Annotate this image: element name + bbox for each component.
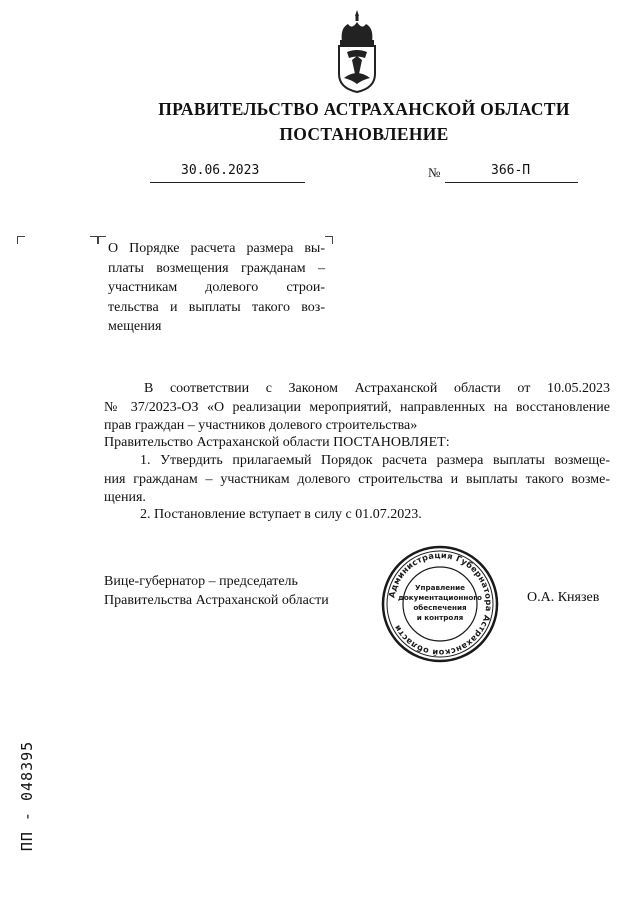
document-number: 366-П	[491, 163, 531, 178]
subject-line: О Порядке расчета размера вы-	[108, 241, 325, 256]
subject-line: участникам долевого строи-	[108, 280, 325, 295]
document-type: ПОСТАНОВЛЕНИЕ	[279, 124, 449, 144]
document-subject	[108, 239, 325, 337]
corner-mark	[90, 236, 98, 244]
signatory-name: О.А. Князев	[527, 590, 600, 605]
item-1-line: щения.	[104, 490, 146, 505]
document-date: 30.06.2023	[181, 163, 260, 178]
preamble-line: В соответствии с Законом Астраханской области от 10.05.2023	[144, 381, 610, 396]
stamp-ring-text: Администрация Губернатора Астраханской области	[386, 549, 495, 659]
preamble-paragraph	[104, 380, 610, 436]
signatory-position	[104, 573, 329, 610]
government-title: ПРАВИТЕЛЬСТВО АСТРАХАНСКОЙ ОБЛАСТИ	[158, 99, 570, 119]
corner-mark	[98, 236, 106, 244]
astrakhan-coat-of-arms	[328, 8, 386, 94]
item-1-line: 1. Утвердить прилагаемый Порядок расчета размера выплаты возмеще-	[140, 453, 610, 468]
item-2-paragraph: 2. Постановление вступает в силу с 01.07.2023.	[140, 507, 422, 522]
corner-mark	[17, 236, 25, 244]
form-serial-number: ПП - 048395	[18, 740, 36, 852]
preamble-line: прав граждан – участников долевого строительства»	[104, 418, 418, 433]
corner-mark	[325, 236, 333, 244]
signatory-position-line: Правительства Астраханской области	[104, 592, 329, 608]
stamp-center-line: обеспечения	[413, 603, 467, 612]
item-1-line: ния гражданам – участникам долевого строительства и выплаты такого возме-	[104, 471, 610, 487]
subject-line: мещения	[108, 319, 162, 334]
number-sign: №	[428, 165, 441, 180]
subject-line: тельства и выплаты такого воз-	[108, 299, 325, 315]
stamp-center-line: и контроля	[416, 613, 464, 622]
preamble-line: № 37/2023-ОЗ «О реализации мероприятий, направленных на восстановление	[104, 399, 610, 415]
subject-line: платы возмещения гражданам –	[108, 260, 325, 276]
signatory-position-line: Вице-губернатор – председатель	[104, 574, 298, 589]
stamp-center-line: Управление	[414, 583, 466, 592]
resolution-clause: Правительство Астраханской области ПОСТАНОВЛЯЕТ:	[104, 435, 450, 450]
official-stamp	[381, 545, 499, 663]
stamp-center-line: документационного	[398, 593, 482, 602]
item-1-paragraph	[104, 452, 610, 508]
